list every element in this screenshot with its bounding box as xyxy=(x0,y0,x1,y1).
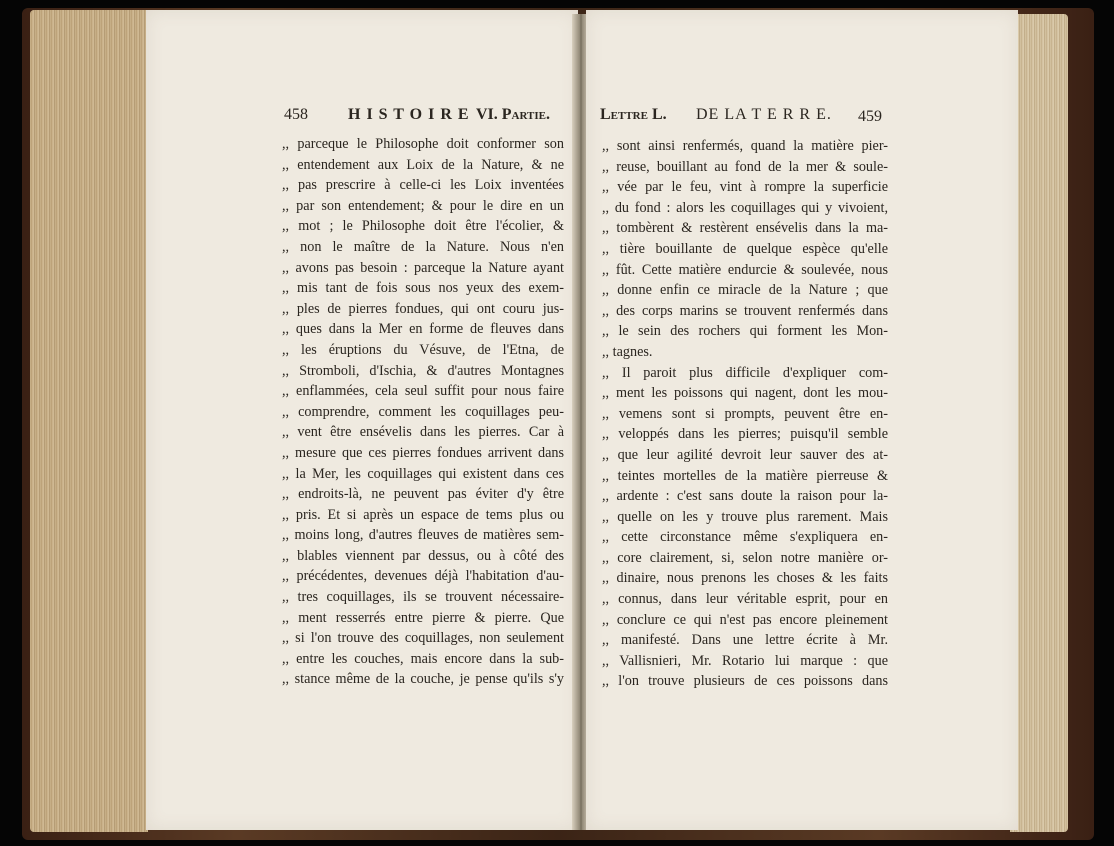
text-line: ,, vemens sont si prompts, peuvent être en- xyxy=(602,405,888,422)
text-line: ,, Vallisnieri, Mr. Rotario lui marque : que xyxy=(602,652,888,669)
text-line: ,, précédentes, devenues déjà l'habitation d'au- xyxy=(282,568,564,585)
text-line: ,, ples de pierres fondues, qui ont couru jus- xyxy=(282,300,564,317)
right-page xyxy=(586,10,1018,830)
text-line: ,, mot ; le Philosophe doit être l'écolier, & xyxy=(282,218,564,235)
text-line: ,, la Mer, les coquillages qui existent dans ces xyxy=(282,465,564,482)
text-line: ,, stance même de la couche, je pense qu'ils s'y xyxy=(282,671,564,688)
text-line: ,, si l'on trouve des coquillages, non seulement xyxy=(282,630,564,647)
text-line: ,, entendement aux Loix de la Nature, & ne xyxy=(282,156,564,173)
text-line: ,, le sein des rochers qui forment les Mon- xyxy=(602,323,888,340)
text-line: ,, que leur agilité devroit leur sauver des at- xyxy=(602,446,888,463)
text-line: ,, moins long, d'autres fleuves de matières sem- xyxy=(282,527,564,544)
text-line: ,, Stromboli, d'Ischia, & d'autres Montagnes xyxy=(282,362,564,379)
left-part-label: VI. Partie. xyxy=(476,106,551,123)
page-edges-right xyxy=(1010,14,1068,832)
right-text-block xyxy=(602,136,888,692)
text-line: ,, blables viennent par dessus, ou à côté des xyxy=(282,547,564,564)
text-line: ,, pas prescrire à celle-ci les Loix inventées xyxy=(282,177,564,194)
text-line: ,, tagnes. xyxy=(602,343,653,360)
text-line: ,, manifesté. Dans une lettre écrite à Mr. xyxy=(602,632,888,649)
text-line: ,, tombèrent & restèrent ensévelis dans la ma- xyxy=(602,220,888,237)
left-page-number: 458 xyxy=(284,106,308,123)
left-running-head xyxy=(284,106,564,128)
text-line: ,, connus, dans leur véritable esprit, pour en xyxy=(602,591,888,608)
text-line: ,, tres coquillages, ils se trouvent nécessaire- xyxy=(282,589,564,606)
left-page xyxy=(146,10,578,830)
text-line: ,, teintes mortelles de la matière pierreuse & xyxy=(602,467,888,484)
text-line: ,, par son entendement; & pour le dire en un xyxy=(282,197,564,214)
text-line: ,, conclure ce qui n'est pas encore pleinement xyxy=(602,611,888,628)
text-line: ,, core clairement, si, selon notre manière or- xyxy=(602,549,888,566)
right-page-number: 459 xyxy=(858,108,882,125)
text-line: ,, cette circonstance même s'expliquera en- xyxy=(602,529,888,546)
text-line: ,, donne enfin ce miracle de la Nature ; que xyxy=(602,282,888,299)
text-line: ,, des corps marins se trouvent renfermés dans xyxy=(602,302,888,319)
text-line: ,, pris. Et si après un espace de tems plus ou xyxy=(282,506,564,523)
text-line: ,, Il paroit plus difficile d'expliquer com- xyxy=(602,364,888,381)
text-line: ,, reuse, bouillant au fond de la mer & soule- xyxy=(602,158,888,175)
text-line: ,, ment resserrés entre pierre & pierre. Que xyxy=(282,609,564,626)
text-line: ,, non le maître de la Nature. Nous n'en xyxy=(282,238,564,255)
text-line: ,, mis tant de fois sous nos yeux des exem- xyxy=(282,280,564,297)
right-running-title: DE LA T E R R E. xyxy=(696,106,832,123)
text-line: ,, les éruptions du Vésuve, de l'Etna, de xyxy=(282,341,564,358)
text-line: ,, tière bouillante de quelque espèce qu'elle xyxy=(602,240,888,257)
text-line: ,, sont ainsi renfermés, quand la matière pier- xyxy=(602,138,888,154)
text-line: ,, du fond : alors les coquillages qui y vivoient, xyxy=(602,199,888,216)
page-edges-left xyxy=(30,10,148,832)
text-line: ,, fût. Cette matière endurcie & soulevée, nous xyxy=(602,261,888,278)
text-line: ,, ques dans la Mer en forme de fleuves dans xyxy=(282,321,564,338)
text-line: ,, vent être ensévelis dans les pierres. Car à xyxy=(282,424,564,441)
text-line: ,, endroits-là, ne peuvent pas éviter d'y être xyxy=(282,486,564,503)
text-line: ,, quelle on les y trouve plus rarement. Mais xyxy=(602,508,888,525)
text-line: ,, mesure que ces pierres fondues arrivent dans xyxy=(282,444,564,461)
left-text-block xyxy=(282,134,564,690)
text-line: ,, entre les couches, mais encore dans la sub- xyxy=(282,650,564,667)
text-line: ,, dinaire, nous prenons les choses & les faits xyxy=(602,570,888,587)
right-running-head xyxy=(600,106,890,128)
left-running-title: H I S T O I R E xyxy=(348,106,470,123)
text-line: ,, avons pas besoin : parceque la Nature ayant xyxy=(282,259,564,276)
text-line: ,, ardente : c'est sans doute la raison pour la- xyxy=(602,488,888,505)
text-line: ,, vée par le feu, vint à rompre la superficie xyxy=(602,179,888,196)
text-line: ,, parceque le Philosophe doit conformer son xyxy=(282,136,564,152)
text-line: ,, ment les poissons qui nagent, dont les mou- xyxy=(602,385,888,402)
text-line: ,, enflammées, cela seul suffit pour nous faire xyxy=(282,383,564,400)
text-line: ,, l'on trouve plusieurs de ces poissons dans xyxy=(602,673,888,690)
right-letter-label: Lettre L. xyxy=(600,106,667,123)
text-line: ,, veloppés dans les pierres; puisqu'il semble xyxy=(602,426,888,443)
text-line: ,, comprendre, comment les coquillages peu- xyxy=(282,403,564,420)
